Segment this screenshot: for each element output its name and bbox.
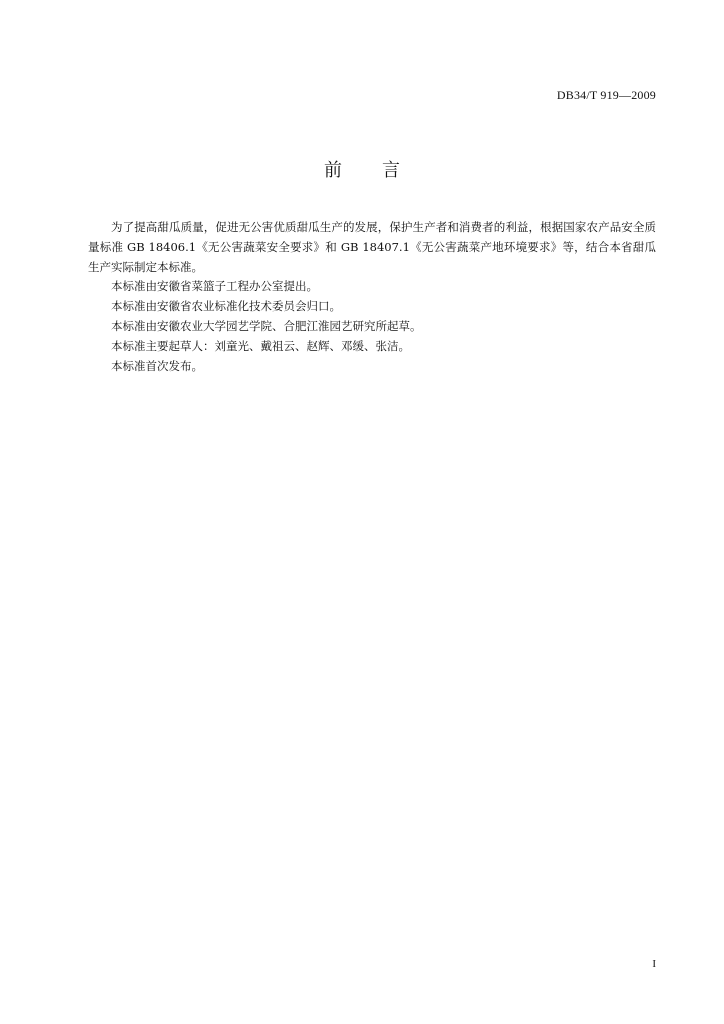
paragraph-purpose: 为了提高甜瓜质量，促进无公害优质甜瓜生产的发展，保护生产者和消费者的利益，根据国家农产品安全质量标准 GB 18406.1《无公害蔬菜安全要求》和 GB 18407.1《无公害蔬菜产地环境要求》等，结合本省甜瓜生产实际制定本标准。 (88, 220, 656, 274)
page-title-char-2: 言 (382, 160, 400, 181)
paragraph-centralized-by: 本标准由安徽省农业标准化技术委员会归口。 (111, 299, 341, 314)
page-number: I (652, 958, 656, 970)
page-title (0, 156, 724, 182)
paragraph-drafters: 本标准主要起草人：刘童光、戴祖云、赵辉、邓缓、张洁。 (111, 338, 410, 353)
paragraph-proposer: 本标准由安徽省菜篮子工程办公室提出。 (111, 279, 318, 294)
foreword-body (88, 218, 656, 376)
paragraph-drafting-units: 本标准由安徽农业大学园艺学院、合肥江淮园艺研究所起草。 (111, 318, 422, 333)
paragraph-first-release: 本标准首次发布。 (111, 358, 203, 373)
standard-code: DB34/T 919—2009 (556, 88, 656, 102)
page-title-char-1: 前 (324, 160, 342, 181)
